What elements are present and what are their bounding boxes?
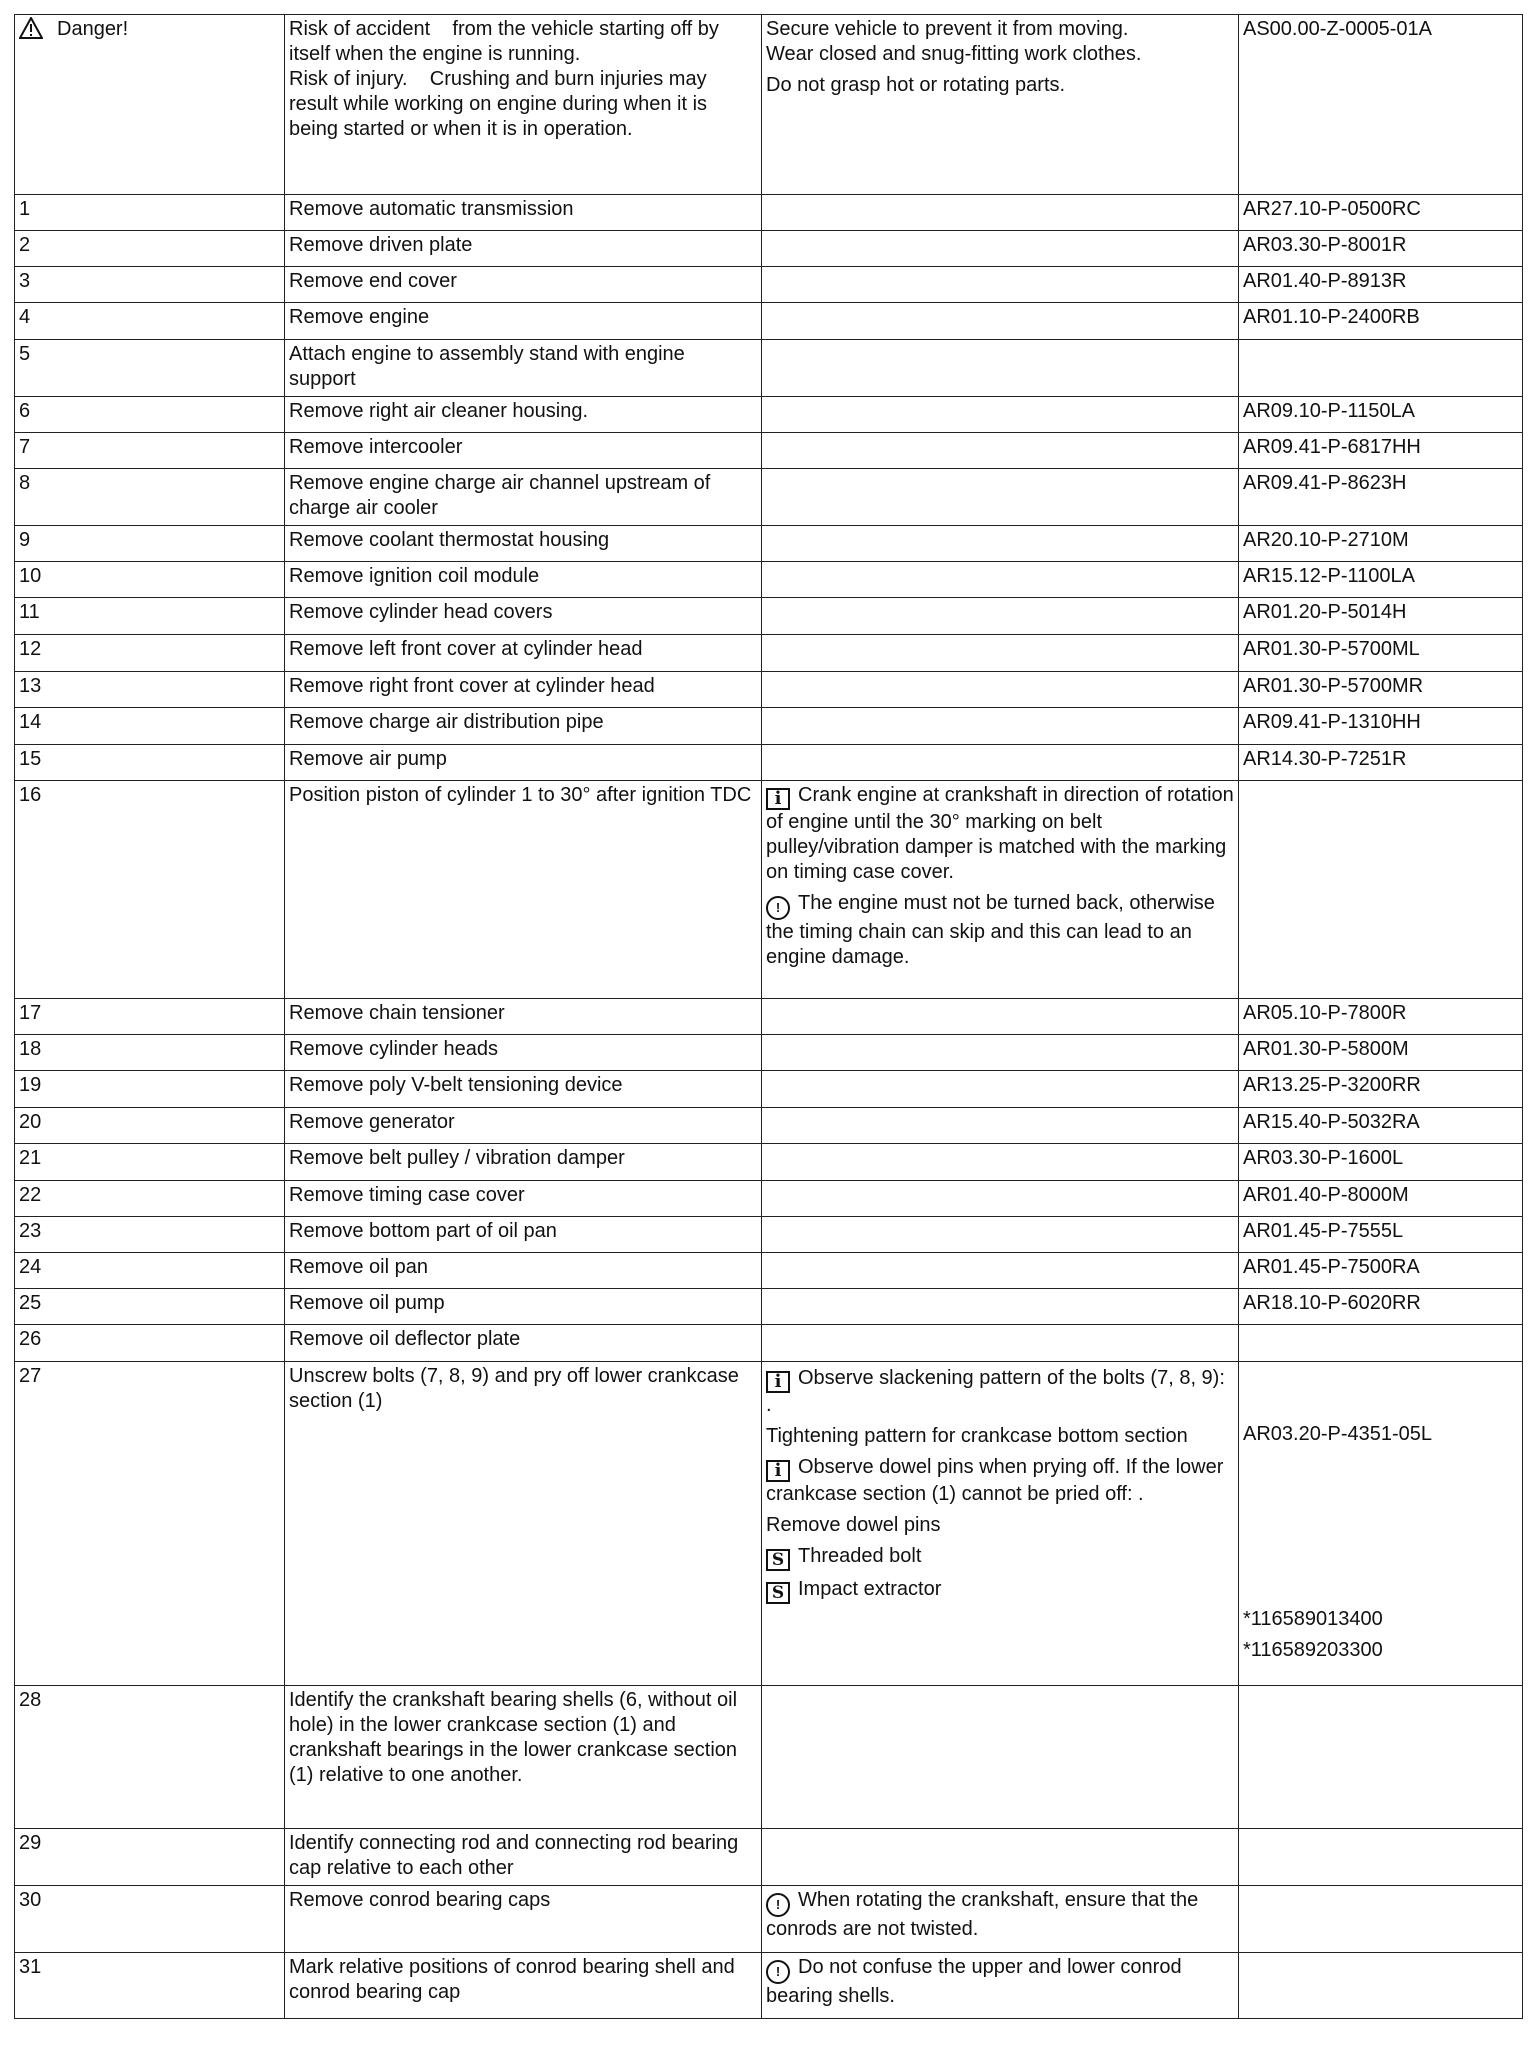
step-note <box>762 1181 1239 1217</box>
step-number: 15 <box>15 745 285 781</box>
step-text: Remove charge air distribution pipe <box>285 708 762 745</box>
step-note <box>762 231 1239 267</box>
step-row <box>15 1886 1523 1953</box>
step-ref: AR01.45-P-7500RA <box>1239 1253 1523 1289</box>
step27-pattern: Tightening pattern for crankcase bottom section <box>766 1425 1188 1447</box>
step-text: Remove driven plate <box>285 231 762 267</box>
step16-caution: The engine must not be turned back, otherwise the timing chain can skip and this can lead to an engine damage. <box>766 892 1215 968</box>
step-number: 4 <box>15 303 285 340</box>
step-number: 18 <box>15 1035 285 1071</box>
step-text: Remove automatic transmission <box>285 195 762 231</box>
step-number: 19 <box>15 1071 285 1108</box>
danger-ref-cell <box>1239 15 1523 195</box>
step-text: Remove cylinder heads <box>285 1035 762 1071</box>
step27-tool2-ref: *116589203300 <box>1243 1639 1383 1661</box>
step-row <box>15 1362 1523 1686</box>
step-row <box>15 1071 1523 1108</box>
step-text: Mark relative positions of conrod bearing shell and conrod bearing cap <box>285 1953 762 2019</box>
step-ref: AR03.30-P-1600L <box>1239 1144 1523 1181</box>
step-number: 27 <box>15 1362 285 1686</box>
step-note <box>762 1035 1239 1071</box>
step-ref <box>1239 1953 1523 2019</box>
step-number: 2 <box>15 231 285 267</box>
danger-measures-cell <box>762 15 1239 195</box>
step-text: Remove right front cover at cylinder head <box>285 672 762 708</box>
step-row <box>15 195 1523 231</box>
step-note <box>762 1953 1239 2019</box>
step-ref: AR09.41-P-1310HH <box>1239 708 1523 745</box>
step-ref <box>1239 1886 1523 1953</box>
step-note <box>762 267 1239 303</box>
caution-circle-icon: ! <box>766 896 790 920</box>
step-text: Remove cylinder head covers <box>285 598 762 635</box>
step-note <box>762 1686 1239 1829</box>
step-text: Remove oil deflector plate <box>285 1325 762 1362</box>
danger-risk-cell <box>285 15 762 195</box>
step-number: 30 <box>15 1886 285 1953</box>
special-tool-icon: S <box>766 1582 790 1604</box>
step-note <box>762 562 1239 598</box>
step-row <box>15 340 1523 397</box>
step-note <box>762 999 1239 1035</box>
step-number: 24 <box>15 1253 285 1289</box>
step-ref: AR01.30-P-5700MR <box>1239 672 1523 708</box>
step-number: 20 <box>15 1108 285 1144</box>
step-number: 25 <box>15 1289 285 1325</box>
step-ref: AR09.41-P-6817HH <box>1239 433 1523 469</box>
step-row <box>15 1325 1523 1362</box>
step-row <box>15 708 1523 745</box>
step-row <box>15 999 1523 1035</box>
step-ref: AR13.25-P-3200RR <box>1239 1071 1523 1108</box>
step-note <box>762 781 1239 999</box>
step-ref: AR14.30-P-7251R <box>1239 745 1523 781</box>
step-number: 26 <box>15 1325 285 1362</box>
step-note <box>762 1886 1239 1953</box>
step-row <box>15 231 1523 267</box>
step-row <box>15 303 1523 340</box>
step-number: 10 <box>15 562 285 598</box>
step-note <box>762 672 1239 708</box>
step-ref: AR03.30-P-8001R <box>1239 231 1523 267</box>
step-text: Unscrew bolts (7, 8, 9) and pry off lower crankcase section (1) <box>285 1362 762 1686</box>
step-text: Remove end cover <box>285 267 762 303</box>
step-text: Remove ignition coil module <box>285 562 762 598</box>
measure-3: Do not grasp hot or rotating parts. <box>766 74 1066 96</box>
step-ref: AR18.10-P-6020RR <box>1239 1289 1523 1325</box>
info-icon: i <box>766 788 790 810</box>
step-row <box>15 1035 1523 1071</box>
step16-note: Crank engine at crankshaft in direction of rotation of engine until the 30° marking on belt pulley/vibration damper is matched with the marking on timing case cover. <box>766 784 1234 883</box>
step-text: Position piston of cylinder 1 to 30° after ignition TDC <box>285 781 762 999</box>
step-note <box>762 1108 1239 1144</box>
caution-circle-icon: ! <box>766 1960 790 1984</box>
step-note <box>762 340 1239 397</box>
step-ref: AR01.20-P-5014H <box>1239 598 1523 635</box>
step-row <box>15 1217 1523 1253</box>
special-tool-icon: S <box>766 1549 790 1571</box>
step-row <box>15 1953 1523 2019</box>
step-text: Remove intercooler <box>285 433 762 469</box>
step-row <box>15 1253 1523 1289</box>
step-note <box>762 433 1239 469</box>
step-row <box>15 1686 1523 1829</box>
step-note <box>762 303 1239 340</box>
step-text: Remove generator <box>285 1108 762 1144</box>
step-row <box>15 635 1523 672</box>
step-ref: AR01.40-P-8000M <box>1239 1181 1523 1217</box>
step-note <box>762 1829 1239 1886</box>
step-number: 9 <box>15 526 285 562</box>
step-row <box>15 1108 1523 1144</box>
step-ref: AR15.40-P-5032RA <box>1239 1108 1523 1144</box>
step-row <box>15 598 1523 635</box>
step-ref <box>1239 340 1523 397</box>
step-number: 21 <box>15 1144 285 1181</box>
step-text: Remove engine charge air channel upstream of charge air cooler <box>285 469 762 526</box>
step-row <box>15 1289 1523 1325</box>
step-ref <box>1239 781 1523 999</box>
step-ref <box>1239 1325 1523 1362</box>
step-note <box>762 397 1239 433</box>
step-row <box>15 1144 1523 1181</box>
step-note <box>762 635 1239 672</box>
step-row <box>15 562 1523 598</box>
step-note <box>762 1253 1239 1289</box>
step-number: 12 <box>15 635 285 672</box>
risk-injury-title: Risk of injury. <box>289 68 408 90</box>
step-number: 6 <box>15 397 285 433</box>
step-ref <box>1239 1829 1523 1886</box>
step27-tool2: Impact extractor <box>798 1578 942 1600</box>
step-text: Remove oil pan <box>285 1253 762 1289</box>
risk-accident-title: Risk of accident <box>289 18 431 40</box>
step-number: 3 <box>15 267 285 303</box>
step-row <box>15 267 1523 303</box>
step-text: Remove oil pump <box>285 1289 762 1325</box>
info-icon: i <box>766 1460 790 1482</box>
danger-row <box>15 15 1523 195</box>
step27-note2: Observe dowel pins when prying off. If the lower crankcase section (1) cannot be pried off: . <box>766 1456 1224 1505</box>
step-note <box>762 469 1239 526</box>
step-ref: AR01.45-P-7555L <box>1239 1217 1523 1253</box>
risk-injury-text: Crushing and burn injuries may result while working on engine during when it is being started or when it is in operation. <box>289 68 708 140</box>
step-number: 29 <box>15 1829 285 1886</box>
step-ref: AR27.10-P-0500RC <box>1239 195 1523 231</box>
step-note <box>762 745 1239 781</box>
step-ref: AR15.12-P-1100LA <box>1239 562 1523 598</box>
step-text: Identify the crankshaft bearing shells (6, without oil hole) in the lower crankcase section (1) and crankshaft bearings in the lower crankcase section (1) relative to one another. <box>285 1686 762 1829</box>
step-text: Remove poly V-belt tensioning device <box>285 1071 762 1108</box>
warning-triangle-icon <box>19 17 43 39</box>
step-ref: AR09.10-P-1150LA <box>1239 397 1523 433</box>
step-row <box>15 526 1523 562</box>
step-row <box>15 781 1523 999</box>
step-number: 8 <box>15 469 285 526</box>
step-number: 17 <box>15 999 285 1035</box>
step-number: 16 <box>15 781 285 999</box>
measure-2: Wear closed and snug-fitting work clothes. <box>766 43 1142 65</box>
step-number: 23 <box>15 1217 285 1253</box>
step-number: 11 <box>15 598 285 635</box>
step-row <box>15 672 1523 708</box>
step-number: 13 <box>15 672 285 708</box>
step-row <box>15 745 1523 781</box>
danger-label: Danger! <box>57 18 129 40</box>
step-note <box>762 526 1239 562</box>
step-number: 1 <box>15 195 285 231</box>
step-text: Remove left front cover at cylinder head <box>285 635 762 672</box>
step27-note1: Observe slackening pattern of the bolts (7, 8, 9): . <box>766 1367 1225 1416</box>
step-ref: AR01.40-P-8913R <box>1239 267 1523 303</box>
step27-tool1: Threaded bolt <box>798 1545 922 1567</box>
step-ref: AR01.30-P-5800M <box>1239 1035 1523 1071</box>
step-note <box>762 1325 1239 1362</box>
step30-caution: When rotating the crankshaft, ensure that the conrods are not twisted. <box>766 1889 1199 1940</box>
step-number: 31 <box>15 1953 285 2019</box>
step31-caution: Do not confuse the upper and lower conrod bearing shells. <box>766 1956 1182 2007</box>
step27-pattern-ref: AR03.20-P-4351-05L <box>1243 1423 1433 1445</box>
step-ref: AR01.30-P-5700ML <box>1239 635 1523 672</box>
step-note <box>762 708 1239 745</box>
step-note <box>762 1362 1239 1686</box>
step-text: Remove engine <box>285 303 762 340</box>
step-number: 14 <box>15 708 285 745</box>
step-ref: AR09.41-P-8623H <box>1239 469 1523 526</box>
step-ref <box>1239 1362 1523 1686</box>
step-text: Remove right air cleaner housing. <box>285 397 762 433</box>
step-text: Attach engine to assembly stand with engine support <box>285 340 762 397</box>
step-row <box>15 1829 1523 1886</box>
step-number: 22 <box>15 1181 285 1217</box>
step-text: Remove bottom part of oil pan <box>285 1217 762 1253</box>
step-row <box>15 433 1523 469</box>
info-icon: i <box>766 1371 790 1393</box>
risk-accident-text: from the vehicle starting off by itself when the engine is running. <box>289 18 719 65</box>
step-text: Identify connecting rod and connecting rod bearing cap relative to each other <box>285 1829 762 1886</box>
step-note <box>762 598 1239 635</box>
step-note <box>762 1289 1239 1325</box>
step-note <box>762 1217 1239 1253</box>
step-number: 28 <box>15 1686 285 1829</box>
step-text: Remove timing case cover <box>285 1181 762 1217</box>
danger-ref: AS00.00-Z-0005-01A <box>1243 18 1433 40</box>
step-row <box>15 397 1523 433</box>
step-ref: AR01.10-P-2400RB <box>1239 303 1523 340</box>
step-note <box>762 1144 1239 1181</box>
step-row <box>15 469 1523 526</box>
step27-remove-pins: Remove dowel pins <box>766 1514 941 1536</box>
procedure-table <box>14 14 1523 2019</box>
step-ref: AR05.10-P-7800R <box>1239 999 1523 1035</box>
step-number: 7 <box>15 433 285 469</box>
step-ref: AR20.10-P-2710M <box>1239 526 1523 562</box>
measure-1: Secure vehicle to prevent it from moving. <box>766 18 1129 40</box>
danger-cell <box>15 15 285 195</box>
step-ref <box>1239 1686 1523 1829</box>
step-text: Remove coolant thermostat housing <box>285 526 762 562</box>
step-text: Remove chain tensioner <box>285 999 762 1035</box>
step-note <box>762 1071 1239 1108</box>
step-number: 5 <box>15 340 285 397</box>
step27-tool1-ref: *116589013400 <box>1243 1608 1383 1630</box>
step-text: Remove conrod bearing caps <box>285 1886 762 1953</box>
step-row <box>15 1181 1523 1217</box>
step-text: Remove air pump <box>285 745 762 781</box>
caution-circle-icon: ! <box>766 1893 790 1917</box>
step-text: Remove belt pulley / vibration damper <box>285 1144 762 1181</box>
step-note <box>762 195 1239 231</box>
